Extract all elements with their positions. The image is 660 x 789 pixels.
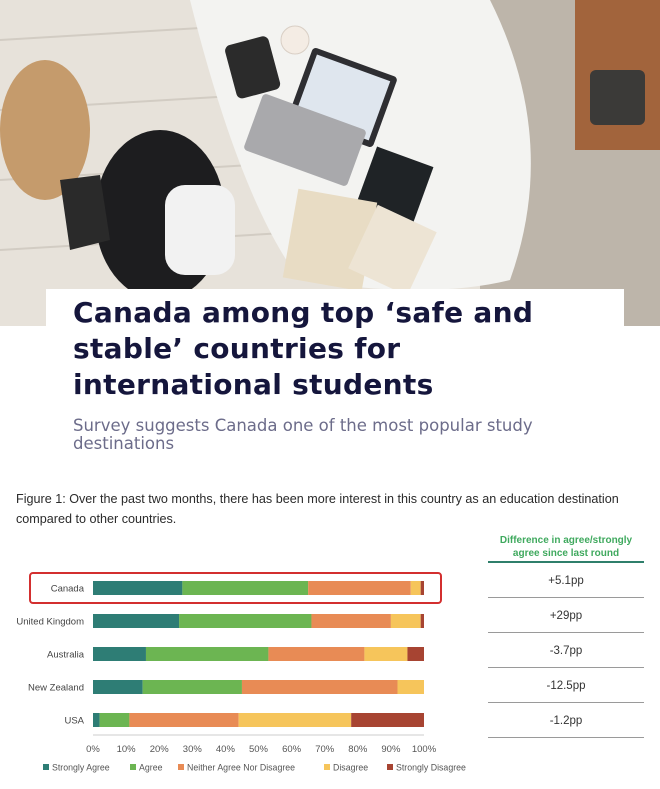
legend-label: Agree [139, 762, 163, 773]
legend-swatch [178, 764, 184, 770]
legend-swatch [43, 764, 49, 770]
x-tick-label: 0% [86, 744, 100, 755]
legend-label: Disagree [333, 762, 369, 773]
x-tick-label: 40% [215, 744, 235, 755]
bar-segment [311, 614, 390, 628]
bar-segment [182, 581, 308, 595]
bar-segment [364, 647, 407, 661]
bar-segment [146, 647, 268, 661]
difference-row-divider [488, 597, 644, 598]
x-tick-label: 100% [411, 744, 437, 755]
bar-segment [421, 614, 424, 628]
category-label: New Zealand [28, 682, 84, 694]
bar-segment [268, 647, 364, 661]
article-subtitle: Survey suggests Canada one of the most popular study destinations [73, 416, 533, 453]
category-label: United Kingdom [16, 616, 84, 628]
article-title: Canada among top ‘safe and stable’ countries for international students [73, 296, 534, 401]
bar-segment [391, 614, 421, 628]
bar-segment [93, 614, 179, 628]
legend-swatch [324, 764, 330, 770]
bar-segment [407, 647, 424, 661]
difference-row-divider [488, 667, 644, 668]
category-label: Canada [50, 583, 84, 595]
x-tick-label: 70% [315, 744, 335, 755]
bar-segment [351, 713, 424, 727]
bar-segment [129, 713, 238, 727]
legend-swatch [130, 764, 136, 770]
difference-value: -3.7pp [549, 645, 583, 657]
bar-segment [93, 647, 146, 661]
category-label: Australia [47, 649, 84, 661]
x-tick-label: 80% [348, 744, 368, 755]
legend-swatch [387, 764, 393, 770]
stacked-bar-chart [0, 530, 480, 785]
figure-caption: Figure 1: Over the past two months, there has been more interest in this country as an education destination compared to other countries. [16, 492, 619, 526]
bar-segment [411, 581, 421, 595]
difference-value: +29pp [549, 610, 583, 622]
difference-value: -12.5pp [546, 680, 586, 692]
legend-label: Neither Agree Nor Disagree [187, 762, 296, 773]
bar-segment [398, 680, 424, 694]
bar-segment [239, 713, 352, 727]
difference-value: -1.2pp [549, 715, 583, 727]
legend-label: Strongly Disagree [396, 762, 466, 773]
difference-row-divider [488, 737, 644, 738]
x-tick-label: 90% [381, 744, 401, 755]
article-header [46, 289, 624, 459]
bar-segment [421, 581, 424, 595]
x-tick-label: 50% [248, 744, 269, 755]
difference-table-header-rule [488, 561, 644, 563]
x-tick-label: 10% [116, 744, 136, 755]
bar-segment [93, 581, 182, 595]
x-tick-label: 20% [149, 744, 169, 755]
bar-segment [179, 614, 311, 628]
bar-segment [143, 680, 242, 694]
hero-image [0, 0, 660, 326]
category-label: USA [64, 715, 84, 727]
difference-row-divider [488, 632, 644, 633]
difference-table-header: Difference in agree/strongly agree since last round [499, 535, 633, 559]
difference-row-divider [488, 702, 644, 703]
bar-segment [93, 713, 100, 727]
x-tick-label: 30% [182, 744, 202, 755]
bar-segment [308, 581, 411, 595]
legend-label: Strongly Agree [52, 762, 110, 773]
bar-segment [100, 713, 130, 727]
bar-segment [93, 680, 143, 694]
hero-illustration [0, 0, 660, 326]
difference-value: +5.1pp [548, 575, 584, 587]
bar-segment [242, 680, 398, 694]
x-tick-label: 60% [282, 744, 302, 755]
